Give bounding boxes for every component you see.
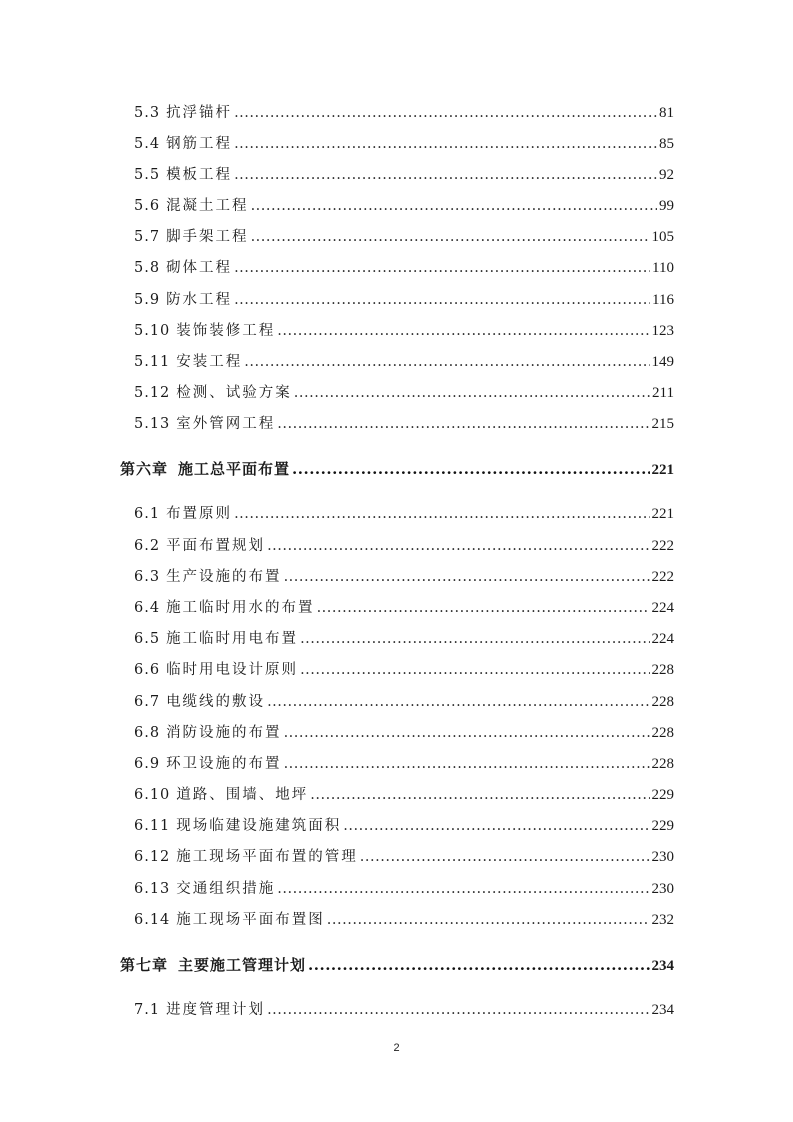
toc-entry-number: 6.13 [134,881,171,897]
toc-entry-number: 6.5 [134,631,161,647]
dot-leader [284,725,650,741]
toc-entry[interactable] [134,690,674,711]
toc-entry-title: 电缆线的敷设 [166,694,266,710]
toc-entry-number: 7.1 [134,1002,161,1018]
toc-entry-page: 228 [651,662,674,678]
toc-entry[interactable] [134,288,674,309]
toc-entry-number: 5.12 [134,385,171,401]
toc-entry-page: 222 [651,538,674,554]
toc-entry-number: 6.14 [134,912,171,928]
toc-entry-page: 229 [651,818,674,834]
toc-entry-title: 模板工程 [166,167,233,183]
toc-entry-number: 6.3 [134,569,161,585]
toc-entry-title: 防水工程 [166,292,233,308]
toc-entry-title: 施工现场平面布置图 [176,912,325,928]
toc-entry-page: 234 [651,1002,674,1018]
toc-entry[interactable] [134,998,674,1019]
toc-entry-title: 环卫设施的布置 [166,756,282,772]
toc-entry-title: 交通组织措施 [176,881,276,897]
dot-leader [267,538,649,554]
toc-entry-page: 230 [651,881,674,897]
toc-entry[interactable] [134,908,674,929]
toc-entry-page: 228 [651,694,674,710]
toc-entry[interactable] [134,814,674,835]
toc-chapter[interactable] [120,954,674,975]
toc-entry-number: 5.4 [134,136,161,152]
toc-entry-title: 平面布置规划 [166,538,266,554]
toc-chapter-page: 234 [651,958,674,974]
toc-entry-page: 224 [651,600,674,616]
toc-entry-title: 安装工程 [176,354,243,370]
dot-leader [284,569,650,585]
toc-entry-title: 现场临建设施建筑面积 [176,818,342,834]
dot-leader [292,460,649,478]
toc-entry-number: 6.8 [134,725,161,741]
toc-entry-page: 228 [651,725,674,741]
dot-leader [310,787,649,803]
toc-entry-title: 消防设施的布置 [166,725,282,741]
dot-leader [284,756,650,772]
toc-entry-title: 砌体工程 [166,260,233,276]
toc-entry-page: 221 [651,506,674,522]
page-number: 2 [393,1042,400,1054]
toc-chapter-page: 221 [651,462,674,478]
toc-entry[interactable] [134,256,674,277]
dot-leader [300,631,649,647]
toc-entry[interactable] [134,721,674,742]
toc-entry-page: 215 [651,416,674,432]
dot-leader [317,600,650,616]
toc-entry-number: 6.1 [134,506,161,522]
toc-chapter-title: 施工总平面布置 [178,460,291,478]
dot-leader [251,229,650,245]
toc-entry-page: 85 [659,136,674,152]
dot-leader [343,818,649,834]
toc-entry-page: 110 [652,260,674,276]
dot-leader [308,956,649,974]
toc-entry-page: 81 [659,105,674,121]
toc-entry-page: 230 [651,849,674,865]
toc-entry-number: 5.5 [134,167,161,183]
toc-entry[interactable] [134,596,674,617]
toc-entry-number: 6.12 [134,849,171,865]
dot-leader [294,385,650,401]
toc-chapter-number: 第七章 [120,956,169,974]
toc-entry[interactable] [134,132,674,153]
toc-entry-page: 92 [659,167,674,183]
dot-leader [234,167,657,183]
toc-entry[interactable] [134,845,674,866]
toc-entry-title: 生产设施的布置 [166,569,282,585]
toc-entry-page: 99 [659,198,674,214]
toc-entry-title: 室外管网工程 [176,416,276,432]
toc-entry-page: 211 [652,385,674,401]
toc-entry-number: 6.6 [134,662,161,678]
dot-leader [267,1002,649,1018]
dot-leader [277,323,649,339]
toc-entry[interactable] [134,412,674,433]
dot-leader [234,260,650,276]
toc-entry[interactable] [134,502,674,523]
toc-entry[interactable] [134,194,674,215]
dot-leader [234,292,650,308]
toc-entry-title: 抗浮锚杆 [166,105,233,121]
toc-entry[interactable] [134,877,674,898]
toc-entry[interactable] [134,381,674,402]
toc-entry-page: 116 [652,292,674,308]
toc-entry-number: 6.10 [134,787,171,803]
toc-entry-page: 123 [651,323,674,339]
toc-entry-title: 道路、围墙、地坪 [176,787,309,803]
toc-entry-title: 施工临时用电布置 [166,631,299,647]
dot-leader [360,849,650,865]
toc-entry[interactable] [134,319,674,340]
toc-entry[interactable] [134,783,674,804]
toc-entry-title: 混凝土工程 [166,198,249,214]
toc-chapter-number: 第六章 [120,460,169,478]
toc-entry[interactable] [134,658,674,679]
toc-entry[interactable] [134,627,674,648]
toc-entry-page: 228 [651,756,674,772]
dot-leader [244,354,649,370]
toc-entry-number: 6.4 [134,600,161,616]
toc-chapter-title: 主要施工管理计划 [178,956,307,974]
toc-entry-page: 105 [651,229,674,245]
toc-entry-title: 钢筋工程 [166,136,233,152]
toc-entry[interactable] [134,101,674,122]
toc-entry-page: 224 [651,631,674,647]
toc-entry-number: 6.9 [134,756,161,772]
toc-entry-page: 229 [651,787,674,803]
toc-entry-number: 6.7 [134,694,161,710]
toc-entry-page: 232 [651,912,674,928]
dot-leader [234,105,657,121]
toc-entry-title: 临时用电设计原则 [166,662,299,678]
dot-leader [300,662,649,678]
toc-entry-number: 6.2 [134,538,161,554]
toc-entry-title: 施工临时用水的布置 [166,600,315,616]
toc-entry-title: 进度管理计划 [166,1002,266,1018]
toc-entry-page: 222 [651,569,674,585]
toc-entry-number: 5.6 [134,198,161,214]
toc-entry-number: 5.8 [134,260,161,276]
toc-entry-number: 5.9 [134,292,161,308]
toc-entry[interactable] [134,565,674,586]
toc-entry-number: 5.11 [134,354,171,370]
toc-entry-number: 5.3 [134,105,161,121]
dot-leader [277,416,649,432]
toc-entry[interactable] [134,225,674,246]
toc-entry-number: 5.13 [134,416,171,432]
toc-entry-number: 6.11 [134,818,171,834]
dot-leader [277,881,649,897]
toc-entry-title: 检测、试验方案 [176,385,292,401]
toc-entry[interactable] [134,752,674,773]
toc-entry-number: 5.10 [134,323,171,339]
dot-leader [251,198,657,214]
dot-leader [234,506,649,522]
toc-entry[interactable] [134,534,674,555]
toc-chapter[interactable] [120,458,674,479]
toc-entry[interactable] [134,163,674,184]
toc-entry-number: 5.7 [134,229,161,245]
toc-entry-title: 布置原则 [166,506,233,522]
toc-entry[interactable] [134,350,674,371]
toc-entry-title: 脚手架工程 [166,229,249,245]
toc-entry-title: 施工现场平面布置的管理 [176,849,358,865]
toc-entry-page: 149 [651,354,674,370]
dot-leader [267,694,649,710]
dot-leader [327,912,650,928]
toc-entry-title: 装饰装修工程 [176,323,276,339]
dot-leader [234,136,657,152]
